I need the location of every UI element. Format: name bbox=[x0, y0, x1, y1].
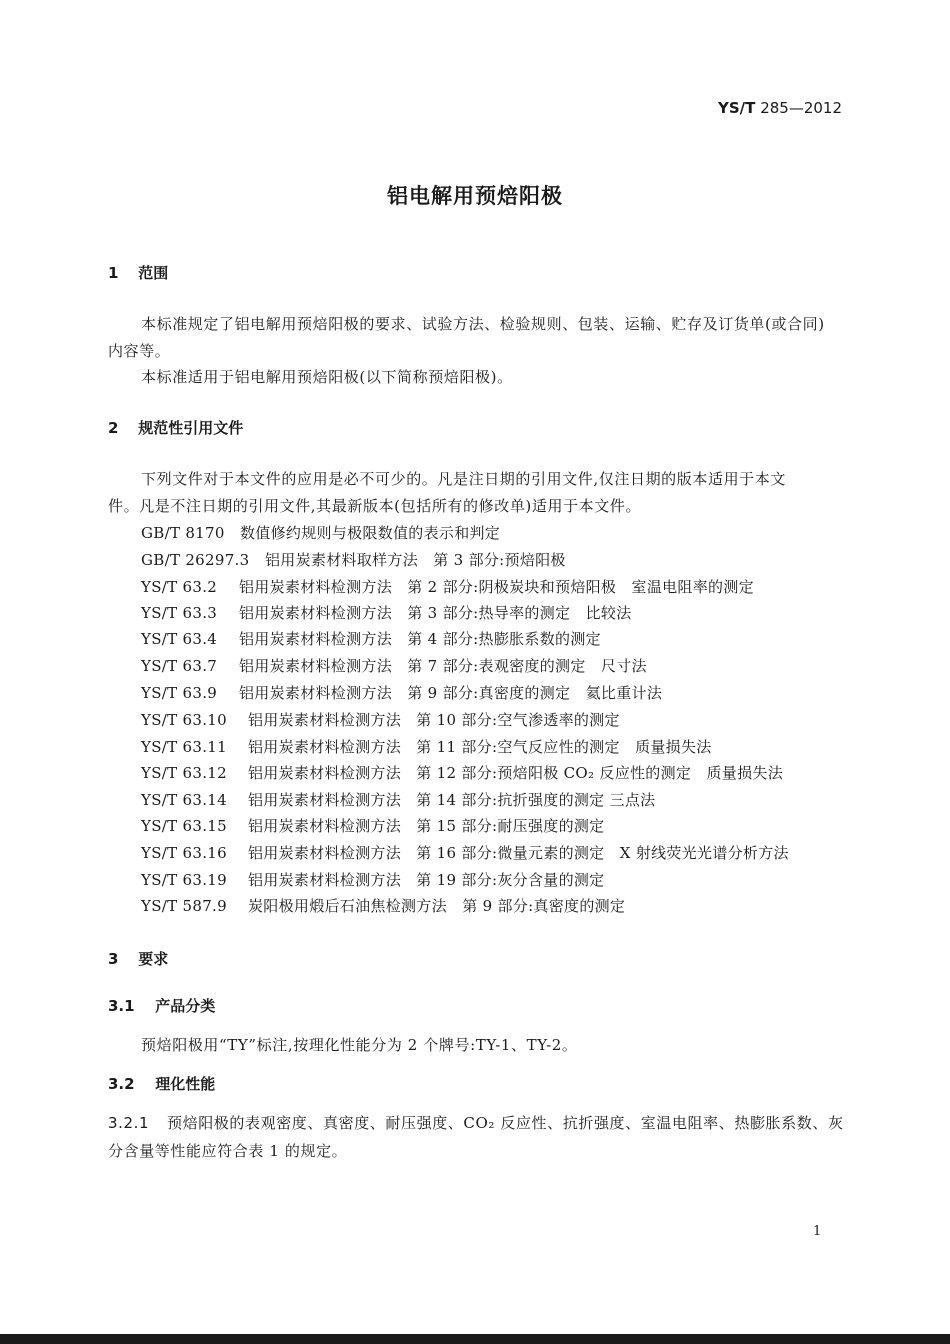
section-number: 3 bbox=[108, 950, 119, 968]
reference-title: 铝用炭素材料检测方法 第 2 部分:阴极炭块和预焙阳极 室温电阻率的测定 bbox=[239, 578, 754, 596]
reference-code: YS/T 63.4 bbox=[141, 630, 218, 648]
reference-item bbox=[141, 602, 632, 623]
reference-item bbox=[141, 736, 712, 757]
page-number: 1 bbox=[813, 1224, 822, 1239]
reference-item bbox=[141, 762, 783, 783]
reference-code: GB/T 8170 bbox=[141, 524, 225, 542]
section-title: 规范性引用文件 bbox=[138, 419, 244, 437]
reference-title: 铝用炭素材料检测方法 第 15 部分:耐压强度的测定 bbox=[248, 817, 605, 835]
reference-title: 铝用炭素材料检测方法 第 19 部分:灰分含量的测定 bbox=[248, 871, 605, 889]
paragraph: 预焙阳极用“TY”标注,按理化性能分为 2 个牌号:TY-1、TY-2。 bbox=[141, 1036, 578, 1054]
reference-code: GB/T 26297.3 bbox=[141, 551, 250, 569]
reference-item bbox=[141, 789, 655, 810]
reference-title: 炭阳极用煅后石油焦检测方法 第 9 部分:真密度的测定 bbox=[248, 897, 626, 915]
reference-code: YS/T 63.11 bbox=[141, 738, 227, 756]
section-1-heading bbox=[108, 262, 168, 283]
reference-code: YS/T 63.7 bbox=[141, 657, 218, 675]
reference-item bbox=[141, 682, 662, 703]
section-number: 2 bbox=[108, 419, 119, 437]
reference-title: 铝用炭素材料检测方法 第 4 部分:热膨胀系数的测定 bbox=[239, 630, 601, 648]
section-3-heading bbox=[108, 948, 168, 969]
reference-item bbox=[141, 869, 604, 890]
reference-code: YS/T 63.9 bbox=[141, 684, 218, 702]
reference-code: YS/T 63.12 bbox=[141, 764, 227, 782]
reference-item bbox=[141, 549, 566, 570]
reference-item bbox=[141, 576, 754, 597]
reference-title: 数值修约规则与极限数值的表示和判定 bbox=[240, 524, 501, 542]
reference-item bbox=[141, 522, 500, 543]
reference-title: 铝用炭素材料检测方法 第 12 部分:预焙阳极 CO₂ 反应性的测定 质量损失法 bbox=[248, 764, 784, 782]
reference-code: YS/T 63.19 bbox=[141, 871, 227, 889]
reference-code: YS/T 63.16 bbox=[141, 844, 227, 862]
reference-title: 铝用炭素材料检测方法 第 10 部分:空气渗透率的测定 bbox=[248, 711, 620, 729]
reference-item bbox=[141, 709, 620, 730]
section-title: 要求 bbox=[138, 950, 169, 968]
subsection-3-1-heading bbox=[108, 995, 215, 1016]
reference-code: YS/T 63.10 bbox=[141, 711, 227, 729]
reference-item bbox=[141, 628, 601, 649]
paragraph-continuation: 内容等。 bbox=[108, 342, 171, 360]
section-title: 范围 bbox=[138, 264, 169, 282]
reference-title: 铝用炭素材料取样方法 第 3 部分:预焙阳极 bbox=[265, 551, 566, 569]
reference-title: 铝用炭素材料检测方法 第 3 部分:热导率的测定 比较法 bbox=[239, 604, 632, 622]
standard-code-number: 285—2012 bbox=[760, 99, 842, 117]
reference-item bbox=[141, 815, 604, 836]
subsection-number: 3.2 bbox=[108, 1075, 135, 1093]
reference-item bbox=[141, 895, 625, 916]
document-title: 铝电解用预焙阳极 bbox=[387, 184, 563, 208]
subsection-title: 产品分类 bbox=[155, 997, 216, 1015]
reference-code: YS/T 63.15 bbox=[141, 817, 227, 835]
paragraph: 本标准规定了铝电解用预焙阳极的要求、试验方法、检验规则、包装、运输、贮存及订货单(或合同) bbox=[141, 315, 825, 333]
reference-title: 铝用炭素材料检测方法 第 9 部分:真密度的测定 氦比重计法 bbox=[239, 684, 663, 702]
reference-code: YS/T 63.14 bbox=[141, 791, 227, 809]
paragraph: 下列文件对于本文件的应用是必不可少的。凡是注日期的引用文件,仅注日期的版本适用于本文 bbox=[141, 470, 786, 488]
reference-item bbox=[141, 655, 647, 676]
reference-title: 铝用炭素材料检测方法 第 14 部分:抗折强度的测定 三点法 bbox=[248, 791, 656, 809]
clause-number: 3.2.1 bbox=[108, 1114, 150, 1132]
clause-text: 预焙阳极的表观密度、真密度、耐压强度、CO₂ 反应性、抗折强度、室温电阻率、热膨胀系数、灰 bbox=[167, 1114, 844, 1132]
paragraph: 本标准适用于铝电解用预焙阳极(以下简称预焙阳极)。 bbox=[141, 368, 513, 386]
reference-title: 铝用炭素材料检测方法 第 7 部分:表观密度的测定 尺寸法 bbox=[239, 657, 647, 675]
reference-title: 铝用炭素材料检测方法 第 16 部分:微量元素的测定 X 射线荧光光谱分析方法 bbox=[248, 844, 789, 862]
subsection-3-2-heading bbox=[108, 1073, 215, 1094]
reference-code: YS/T 63.3 bbox=[141, 604, 218, 622]
page-bottom-border bbox=[0, 1334, 950, 1344]
section-number: 1 bbox=[108, 264, 119, 282]
subsection-number: 3.1 bbox=[108, 997, 135, 1015]
reference-title: 铝用炭素材料检测方法 第 11 部分:空气反应性的测定 质量损失法 bbox=[248, 738, 712, 756]
subsection-title: 理化性能 bbox=[155, 1075, 216, 1093]
paragraph-continuation: 分含量等性能应符合表 1 的规定。 bbox=[108, 1142, 348, 1160]
reference-item bbox=[141, 842, 789, 863]
section-2-heading bbox=[108, 417, 243, 438]
reference-code: YS/T 587.9 bbox=[141, 897, 227, 915]
reference-code: YS/T 63.2 bbox=[141, 578, 218, 596]
paragraph-continuation: 件。凡是不注日期的引用文件,其最新版本(包括所有的修改单)适用于本文件。 bbox=[108, 497, 642, 515]
standard-code-prefix: YS/T bbox=[718, 99, 756, 117]
clause-3-2-1 bbox=[108, 1112, 844, 1133]
standard-code bbox=[718, 99, 842, 117]
